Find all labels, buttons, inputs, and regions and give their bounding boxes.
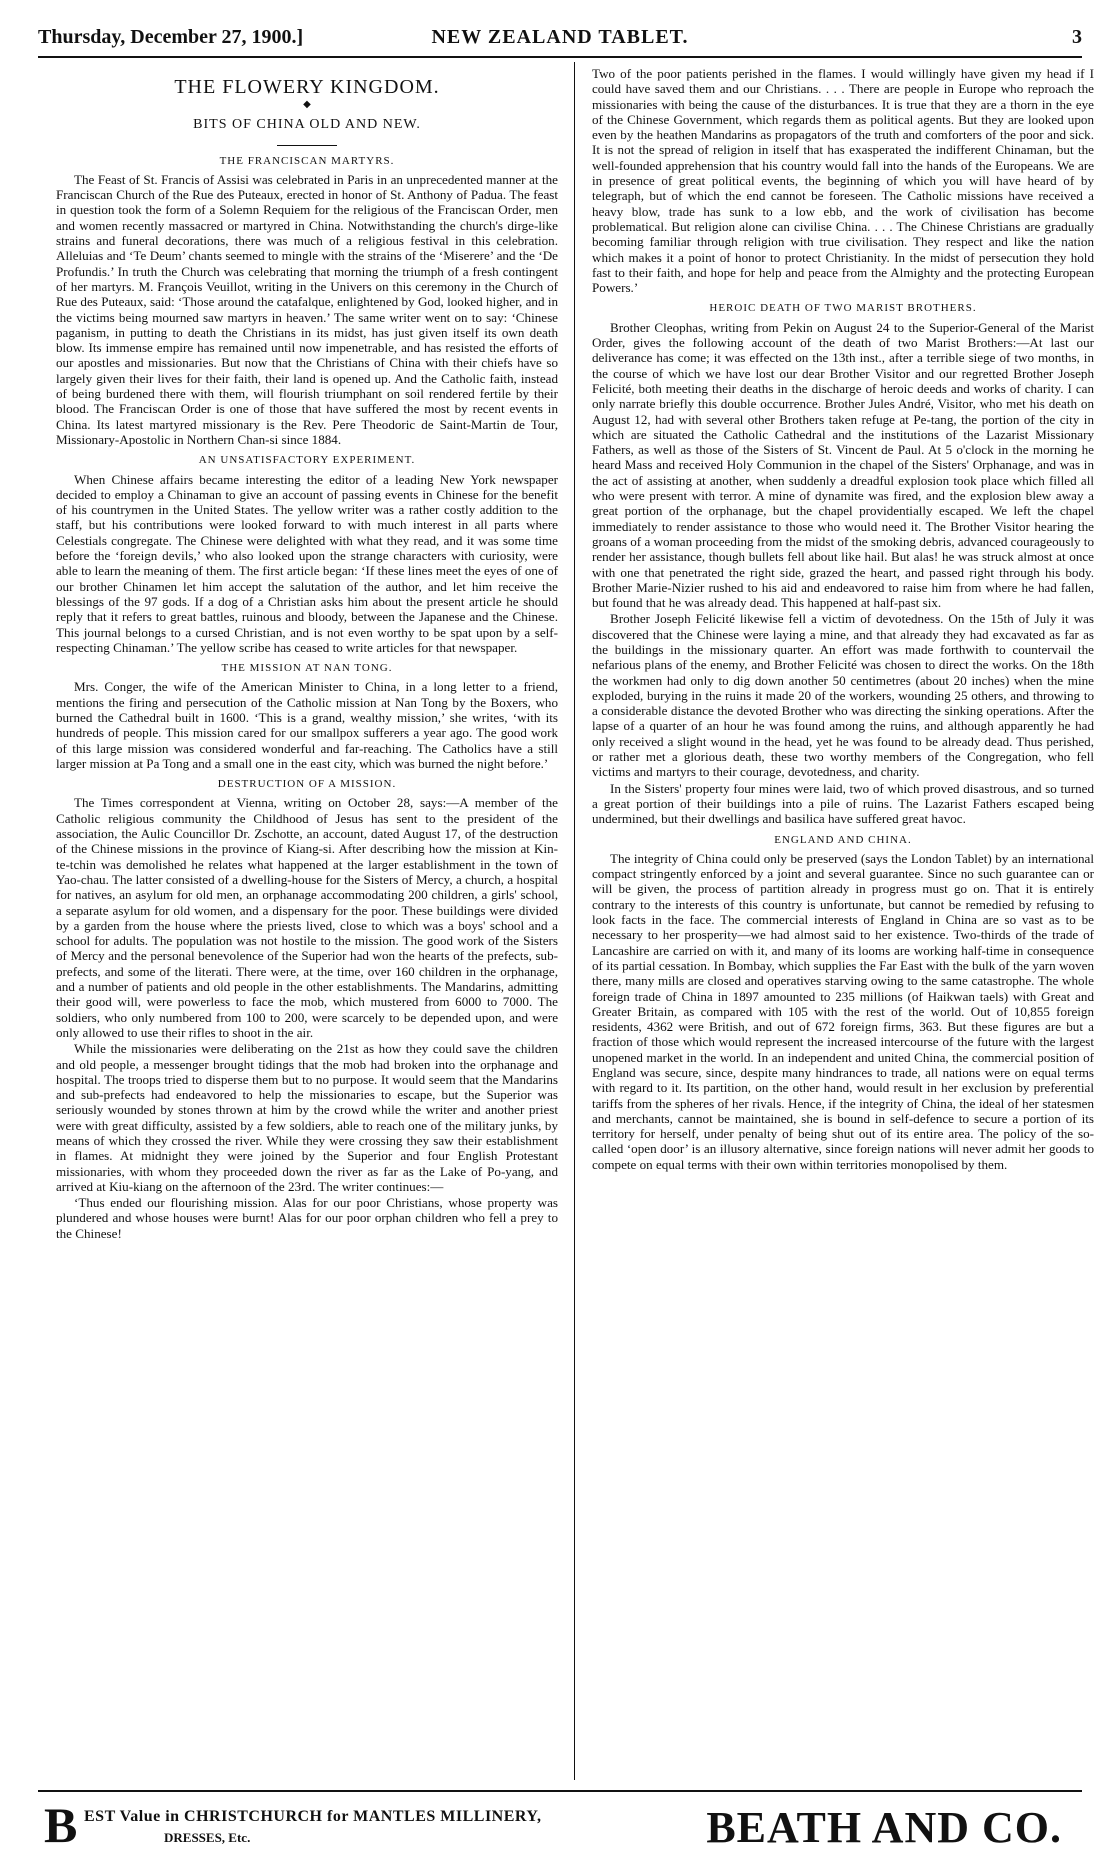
ad-dropcap: B xyxy=(44,1797,78,1853)
paragraph: The Times correspondent at Vienna, writing on October 28, says:—A member of the Catholic religious community the Childhood of Jesus has sent to the president of the association, the Aulic Councillor Dr. Zschotte, an account, dated August 17, of the destruction of the Chinese missions in the province of Kiang-si. After describing how the mission at Kin-te-tchin was demolished he relates what happened at the larger establishment in the town of Yao-chau. The latter consisted of a dwelling-house for the Sisters of Mercy, a church, a hospital for natives, an asylum for old men, an orphanage accommodating 200 children, a girls' school, a separate asylum for old women, and a dispensary for the poor. These buildings were divided by a garden from the house where the priests lived, close to which was a boys' school and a school for adults. The population was not hostile to the mission. The good work of the Sisters of Mercy and the personal benevolence of the Superior had won the hearts of the prefects, sub-prefects, and some of the literati. There were, at the time, over 160 children in the orphanage, and a number of patients and old people in the other establishments. The Mandarins, admitting their good will, were powerless to face the mob, which mustered from 6000 to 7000. The soldiers, who only numbered from 100 to 200, were scarcely to be depended upon, and were only allowed to use their rifles to shoot in the air. xyxy=(56,795,558,1040)
ad-brand: BEATH AND CO. xyxy=(706,1803,1062,1852)
header-rule xyxy=(38,56,1082,58)
paragraph: While the missionaries were deliberating on the 21st as how they could save the children and old people, a messenger brought tidings that the mob had broken into the orphanage and hospital. The troops tried to disperse them but to no purpose. It would seem that the Mandarins and sub-prefects had endeavored to help the missionaries to escape, but the Superior was seriously wounded by stones thrown at him by the crowd while the writer and another priest were with great difficulty, assisted by a few soldiers, able to reach one of the military junks, by means of which they crossed the river. While they were crossing they saw their establishment in flames. At midnight they were joined by the Superior and four English Protestant missionaries, with whom they proceeded down the river as far as the Lake of Po-yang, and arrived at Kiu-kiang on the afternoon of the 23rd. The writer continues:— xyxy=(56,1041,558,1194)
section-heading: THE MISSION AT NAN TONG. xyxy=(221,662,393,675)
paragraph: The integrity of China could only be preserved (says the London Tablet) by an international compact stringently enforced by a joint and several guarantee. Since no such guarantee can or will be given, the process of partition already in progress must go on. That it is entirely contrary to the interests of this country is unfortunate, but cannot be remedied by refusing to look facts in the face. The commercial interests of England in China are so vast as to be necessary to her prosperity—we had almost said to her existence. Two-thirds of the trade of Lancashire are carried on with it, and many of its looms are working half-time in consequence of its partial cessation. In Bombay, which supplies the Far East with the bulk of the yarn woven there, many mills are closed and operatives starving owing to the same catastrophe. The whole foreign trade of China in 1897 amounted to 235 millions (of Haikwan taels) with Great and Greater Britain, as compared with 105 with the rest of the world. Out of 10,855 foreign residents, 4362 were British, and out of 672 foreign firms, 363. But these figures are but a fraction of those which would represent the increased intercourse of the future with the largest unopened market in the world. In an independent and united China, the commercial position of England was secure, since, despite many hindrances to trade, all nations were on equal terms with regard to it. Its partition, on the other hand, would result in her exclusion by preferential tariffs from the spheres of her rivals. Hence, if the integrity of China, the ideal of her statesmen and merchants, cannot be maintained, she is bound in self-defence to secure a portion of its territory for herself, under penalty of being shut out of its entire area. The policy of the so-called ‘open door’ is an illusory alternative, since foreign nations will never admit her goods to compete on equal terms with their own within territories monopolised by them. xyxy=(592,850,1094,1172)
ornament-icon: ◆ xyxy=(303,99,311,111)
page-number: 3 xyxy=(1072,26,1082,48)
paragraph: Two of the poor patients perished in the flames. I would willingly have given my head if I could have saved them and our Christians. . . . There are people in Europe who reproach the missionaries with being the cause of the disturbances. It is true that they are a thorn in the eye of the Chinese Government, which regards them as political agents. But they are looked upon even by the heathen Mandarins as propagators of the truth and comforters of the poor and sick. It is not the spread of religion in itself that has exasperated the indifferent Chinaman, but the well-founded apprehension that his country would fall into the hands of the Europeans. We are in presence of great political events, the beginning of which you will have heard of by telegraph, but of which the end cannot be foreseen. The Catholic missions have received a heavy blow, trade has sunk to a low ebb, and the work of civilisation has become problematical. But religion alone can civilise China. . . . The Chinese Christians are gradually becoming familiar through religion with true civilisation. They respect and like the nation which makes it a point of honor to protect Christianity. In the midst of persecution they hold fast to their faith, and hope for help and peace from the Almighty and the protecting European Powers.’ xyxy=(592,66,1094,296)
paragraph: ‘Thus ended our flourishing mission. Alas for our poor Christians, whose property was plundered and whose houses were burnt! Alas for our poor orphan children who fell a prey to the Chinese! xyxy=(56,1195,558,1241)
masthead: NEW ZEALAND TABLET. xyxy=(431,26,689,48)
section-heading: DESTRUCTION OF A MISSION. xyxy=(217,778,397,791)
paragraph: Brother Joseph Felicité likewise fell a victim of devotedness. On the 15th of July it was discovered that the Chinese were laying a mine, and that already they had excavated as far as the buildings in the missionary quarter. An effort was made forthwith to countervail the nefarious plans of the enemy, and Brother Felicité was chosen to direct the works. On the 18th the workmen had only to dig down another 50 centimetres (about 20 inches) when the mine exploded, burying in the ruins it made 20 of the workers, wounding 25 others, and throwing to a considerable distance the devoted Brother who was directing the sinking operations. After the lapse of a quarter of an hour he was found among the ruins, and although apparently he had only received a slight wound in the head, yet he was found to be already dead. Thus perished, or rather met a glorious death, these two worthy members of the Congregation, who fell victims and martyrs to their courage, devotedness, and charity. xyxy=(592,611,1094,780)
article-subtitle: BITS OF CHINA OLD AND NEW. xyxy=(193,117,421,133)
section-heading: AN UNSATISFACTORY EXPERIMENT. xyxy=(198,454,416,467)
header-date: Thursday, December 27, 1900.] xyxy=(38,26,304,48)
paragraph: The Feast of St. Francis of Assisi was celebrated in Paris in an unprecedented manner at the Franciscan Church of the Rue des Puteaux, erected in honor of St. Anthony of Padua. The feast in question took the form of a Solemn Requiem for the religious of the Franciscan Order, men and women recently massacred or martyred in China. Notwithstanding the church's dirge-like strains and funeral decorations, there was much of a religious festival in this celebration. Alleluias and ‘Te Deum’ chants seemed to mingle with the strains of the ‘Miserere’ and the ‘De Profundis.’ In truth the Church was celebrating that morning the triumph of a fresh contingent of her martyrs. M. François Veuillot, writing in the Univers on this ceremony in the Church of Rue des Puteaux, said: ‘Those around the catafalque, enlightened by God, looked higher, and in the victims being mourned saw martyrs in heaven.’ The same writer went on to say: ‘Chinese paganism, in putting to death the Christians in its midst, has just given itself its own death blow. Its immense empire has remained until now impenetrable, and has resisted the efforts of our apostles and missionaries. But now that the Christians of China with their chiefs have so largely given their lives for their faith, their land is opened up. And the Catholic faith, instead of being burdened there with them, will flourish triumphant on soil rendered fertile by their blood. The Franciscan Order is one of those that have suffered the most by recent events in China. Its latest martyred missionary is the Rev. Pere Theodoric de Saint-Martin de Tour, Missionary-Apostolic in Northern Chan-si since 1884. xyxy=(56,171,558,447)
paragraph: Mrs. Conger, the wife of the American Minister to China, in a long letter to a friend, mentions the firing and persecution of the Catholic mission at Nan Tong by the Boxers, who burned the Cathedral built in 1600. ‘This is a grand, wealthy mission,’ she writes, ‘with its hundreds of people. This mission cared for our smallpox sufferers a year ago. The good work of this large mission was considered wonderful and far-reaching. The Catholics have a still larger mission at Pa Tong and a small one in the east city, which was burned the night before.’ xyxy=(56,679,558,771)
paragraph: When Chinese affairs became interesting the editor of a leading New York newspaper decided to employ a Chinaman to give an account of passing events in Chinese for the benefit of his countrymen in the United States. The yellow writer was a rather costly addition to the staff, but his contributions were looked forward to with much interest in all parts where Celestials congregate. The Chinese were delighted with what they read, and it was some time before the ‘foreign devils,’ who also looked upon the strange characters with curiosity, were able to learn the meaning of them. The first article began: ‘If these lines meet the eyes of one of our brother Chinamen let him accept the salutation of the author, and let him receive the blessings of the 97 gods. If a dog of a Christian asks him about the present article he should reply that it refers to great battles, ruinous and bloody, between the Japanese and the Chinese. This journal belongs to a cursed Christian, and is not even worthy to be spat upon by a self-respecting Chinaman.’ The yellow scribe has ceased to write articles for that newspaper. xyxy=(56,471,558,655)
paragraph: Brother Cleophas, writing from Pekin on August 24 to the Superior-General of the Marist Order, gives the following account of the death of two Marist Brothers:—At last our deliverance has come; it was effected on the 13th inst., after a terrible siege of two months, in the course of which we have lost our dear Brother Visitor and our regretted Brother Joseph Felicité, both meeting their deaths in the discharge of heroic deeds and works of charity. I can only narrate briefly this double occurrence. Brother Jules André, Visitor, who met his death on August 12, had with several other Brothers taken refuge at Pe-tang, the portion of the city in which are situated the Catholic Cathedral and the institutions of the Lazarist Missionary Fathers, as well as those of the Sisters of St. Vincent de Paul. At 5 o'clock in the morning he heard Mass and received Holy Communion in the chapel of the Sisters' Orphanage, and was in the act of assisting at another, when suddenly a dreadful explosion took place which filled all who were present with terror. A mine of dynamite was fired, and the explosion blew away a great portion of the orphanage, but the chapel providentially escaped. We left the chapel immediately to render assistance to those who would need it. The Brother Visitor hearing the groans of a woman proceeding from the midst of the smoking debris, advanced courageously to render her assistance, though bullets fell about like hail. But alas! he was struck almost at once with one that penetrated the right side, grazed the heart, and passed right through his body. Brother Marie-Nizier rushed to his aid and endeavored to raise him from where he had fallen, but found that he was already dead. This happened at half-past six. xyxy=(592,319,1094,611)
section-heading: THE FRANCISCAN MARTYRS. xyxy=(219,154,395,167)
footer-advertisement xyxy=(38,1797,1082,1862)
ad-line: EST Value in CHRISTCHURCH for MANTLES MILLINERY, xyxy=(84,1808,542,1825)
short-divider xyxy=(277,145,337,146)
column-divider xyxy=(574,62,575,1780)
section-heading: ENGLAND AND CHINA. xyxy=(774,833,912,846)
page-header xyxy=(38,26,1082,56)
paragraph: In the Sisters' property four mines were laid, two of which proved disastrous, and so turned a great portion of their buildings into a pile of ruins. The Lazarist Fathers escaped being undermined, but their dwellings and basilica have suffered great havoc. xyxy=(592,780,1094,827)
footer-rule xyxy=(38,1790,1082,1792)
left-column xyxy=(56,66,558,1782)
section-heading: HEROIC DEATH OF TWO MARIST BROTHERS. xyxy=(709,302,977,315)
ad-line: DRESSES, Etc. xyxy=(164,1830,251,1845)
right-column xyxy=(592,66,1094,1782)
ad-text-block xyxy=(44,1797,604,1862)
article-title: THE FLOWERY KINGDOM. xyxy=(174,76,440,98)
